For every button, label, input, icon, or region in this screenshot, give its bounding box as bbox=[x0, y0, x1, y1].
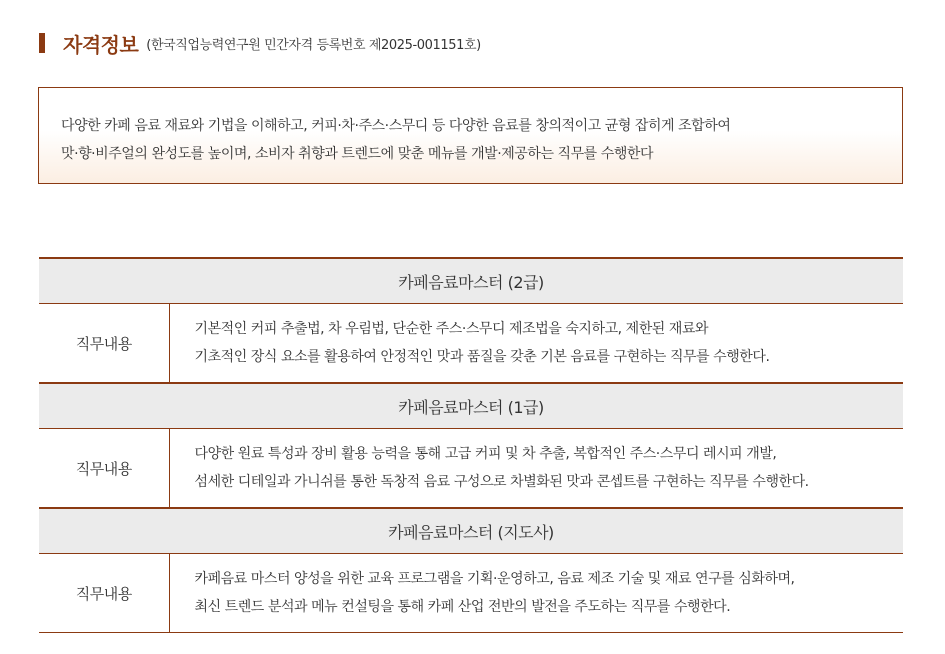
duty-row-instructor bbox=[39, 554, 903, 633]
intro-box bbox=[38, 87, 903, 184]
intro-line: 다양한 카페 음료 재료와 기법을 이해하고, 커피·차·주스·스무디 등 다양한 음료를 창의적이고 균형 잡히게 조합하여 bbox=[61, 118, 731, 134]
grade-row-level2 bbox=[39, 258, 903, 304]
duty-label: 직무내용 bbox=[39, 429, 169, 509]
intro-line: 맛·향·비주얼의 완성도를 높이며, 소비자 취향과 트렌드에 맞춘 메뉴를 개발·제공하는 직무를 수행한다 bbox=[61, 146, 654, 162]
grade-name: 카페음료마스터 (1급) bbox=[39, 383, 903, 429]
grade-row-level1 bbox=[39, 383, 903, 429]
grade-name: 카페음료마스터 (2급) bbox=[39, 258, 903, 304]
duty-description bbox=[169, 554, 903, 633]
duty-line: 최신 트렌드 분석과 메뉴 컨설팅을 통해 카페 산업 전반의 발전을 주도하는 직무를 수행한다. bbox=[194, 599, 731, 615]
duty-line: 다양한 원료 특성과 장비 활용 능력을 통해 고급 커피 및 차 추출, 복합적인 주스·스무디 레시피 개발, bbox=[194, 446, 777, 462]
registration-number: (한국직업능력연구원 민간자격 등록번호 제2025-001151호) bbox=[146, 37, 481, 53]
duty-description bbox=[169, 304, 903, 384]
duty-line: 섬세한 디테일과 가니쉬를 통한 독창적 음료 구성으로 차별화된 맛과 콘셉트를 구현하는 직무를 수행한다. bbox=[194, 474, 809, 490]
duty-description bbox=[169, 429, 903, 509]
section-header bbox=[39, 28, 481, 58]
duty-label: 직무내용 bbox=[39, 554, 169, 633]
qualification-table bbox=[39, 257, 903, 633]
grade-row-instructor bbox=[39, 508, 903, 554]
section-title: 자격정보 bbox=[63, 32, 139, 57]
grade-name: 카페음료마스터 (지도사) bbox=[39, 508, 903, 554]
duty-line: 기초적인 장식 요소를 활용하여 안정적인 맛과 품질을 갖춘 기본 음료를 구현하는 직무를 수행한다. bbox=[194, 349, 770, 365]
duty-label: 직무내용 bbox=[39, 304, 169, 384]
duty-line: 카페음료 마스터 양성을 위한 교육 프로그램을 기획·운영하고, 음료 제조 기술 및 재료 연구를 심화하며, bbox=[194, 571, 795, 587]
header-accent-bar bbox=[39, 33, 45, 53]
duty-line: 기본적인 커피 추출법, 차 우림법, 단순한 주스·스무디 제조법을 숙지하고, 제한된 재료와 bbox=[194, 321, 709, 337]
duty-row-level2 bbox=[39, 304, 903, 384]
duty-row-level1 bbox=[39, 429, 903, 509]
